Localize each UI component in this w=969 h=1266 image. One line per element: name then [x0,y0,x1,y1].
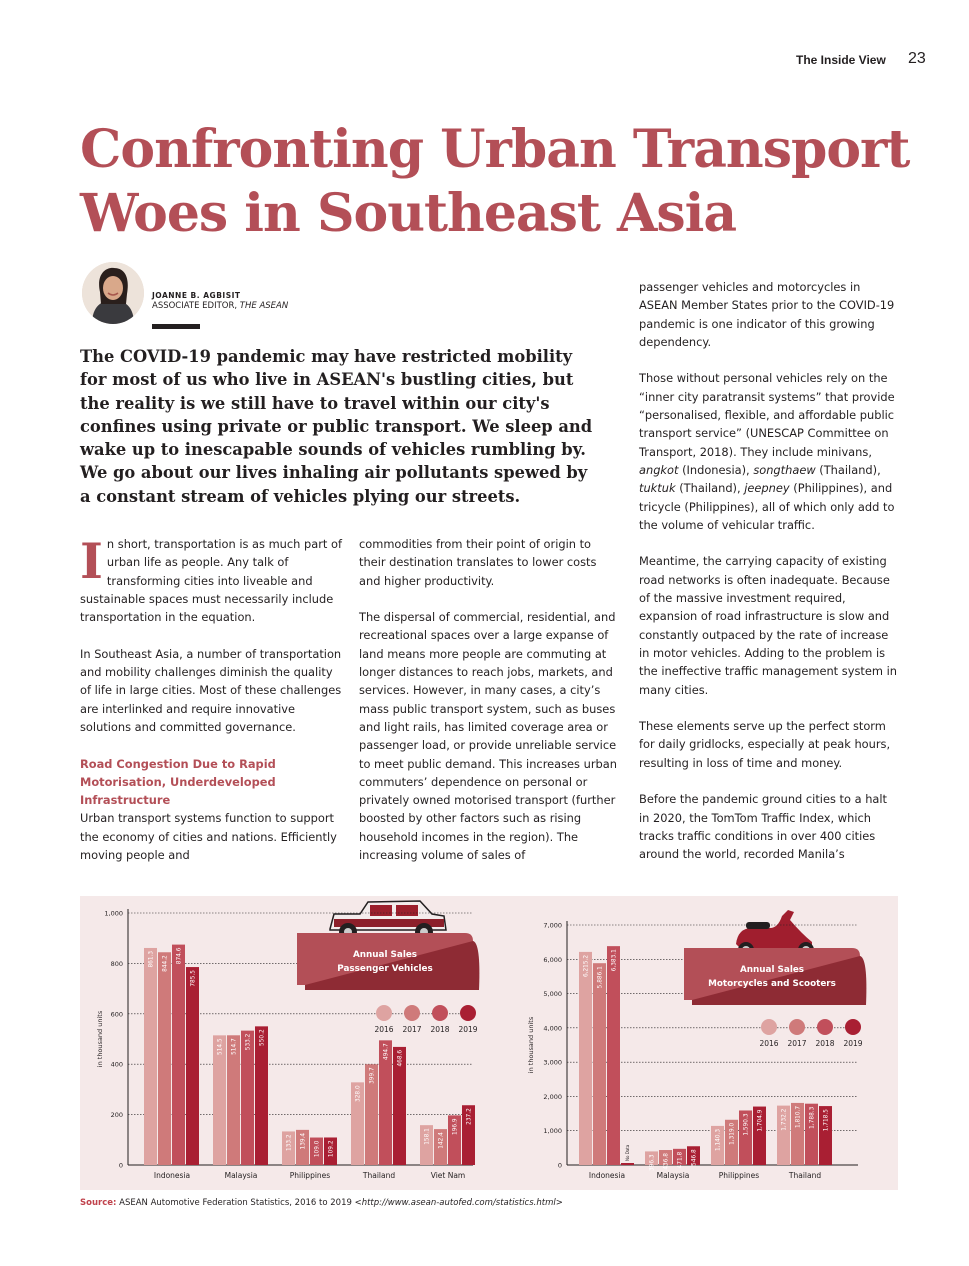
bar [621,1163,634,1165]
data-label: 1,704.9 [757,1109,764,1132]
legend-label: 2016 [374,1025,394,1034]
data-label: 514.7 [231,1038,238,1055]
y-tick-label: 400 [110,1060,123,1069]
y-tick-label: 7,000 [543,921,562,930]
data-label: 5,886.1 [597,966,604,989]
category-label: Indonesia [153,1171,191,1180]
author-divider [152,324,200,329]
body-column-1: In short, transportation is as much part of urban life as people. Any talk of transforming cities into liveable and sustainable spaces must necessarily include transportation in the equation. In Southeast Asia, a number of transportation and mobility challenges diminish the quality of life in large cities. Most of these challenges are interlinked and require innovative solutions and committed governance. Road Congestion Due to Rapid Motorisation, Underdeveloped Infrastructure Urban transport systems function to support the economy of cities and nations. Efficiently moving people and [80,532,342,863]
legend-label: 2016 [759,1039,779,1048]
category-label: Thailand [362,1171,396,1180]
category-label: Indonesia [588,1171,626,1180]
data-label: 196.9 [452,1118,459,1135]
data-label: 471.8 [677,1151,684,1169]
legend-swatch [376,1005,392,1021]
author-name: JOANNE B. AGBISIT [152,291,241,300]
data-label: 396.3 [649,1154,656,1172]
category-label: Thailand [788,1171,822,1180]
data-label: 874.6 [176,947,183,965]
y-tick-label: 1,000 [543,1127,562,1136]
data-label: 844.2 [162,955,169,972]
category-label: Viet Nam [430,1171,466,1180]
legend-swatch [460,1005,476,1021]
y-axis-label: in thousand units [527,1016,535,1074]
data-label: 133.2 [286,1134,293,1152]
y-tick-label: 3,000 [543,1058,562,1067]
data-label: 6,215.2 [583,954,590,978]
data-label: 550.2 [259,1029,266,1046]
lead-paragraph: The COVID-19 pandemic may have restricted mobility for most of us who live in ASEAN's bustling cities, but the reality is we still have to travel within our city's confines using private or public transport. We sleep and wake up to inescapable sounds of vehicles rumbling by. We go about our lives inhaling air pollutants spewed by a constant stream of vehicles plying our streets. [80,347,593,506]
data-label: 109.0 [314,1140,321,1158]
data-label: 468.6 [397,1049,404,1067]
data-label: No Data [625,1144,630,1161]
legend-swatch [817,1019,833,1035]
y-tick-label: 6,000 [543,955,562,964]
subheading: Road Congestion Due to Rapid Motorisation, Underdeveloped Infrastructure [80,756,276,808]
article-title: Confronting Urban Transport Woes in Southeast Asia [80,119,910,244]
bar [579,952,592,1165]
y-tick-label: 0 [118,1161,123,1170]
data-label: 1,319.0 [729,1122,736,1145]
category-label: Malaysia [224,1171,258,1180]
body-column-3: passenger vehicles and motorcycles in ASEAN Member States prior to the COVID-19 pandemic is one indicator of this growing dependency. Those without personal vehicles rely on the “inner city paratransit systems” that provide “personalised, flexible, and affordable public transport service” (UNESCAP Committee on Transport, 2018). They include minivans, angkot (Indonesia), songthaew (Thailand), tuktuk (Thailand), jeepney (Philippines), and tricycle (Philippines), all of which only add to the volume of vehicular traffic. Meantime, the carrying capacity of existing road networks is often inadequate. Because of the massive investment required, expansion of road infrastructure is slow and constantly outpaced by the rate of increase in motor vehicles. Adding to the problem is the ineffective traffic management system in many cities. These elements serve up the perfect storm for daily gridlocks, especially at peak hours, resulting in loss of time and money. Before the pandemic ground cities to a halt in 2020, the TomTom Traffic Index, which tracks traffic conditions in over 400 cities around the world, recorded Manila’s [639,280,897,862]
y-tick-label: 4,000 [543,1024,562,1033]
data-label: 494.7 [383,1043,390,1060]
data-label: 1,788.3 [809,1106,816,1129]
data-label: 142.4 [438,1132,445,1149]
data-label: 237.2 [466,1108,473,1125]
source-note: Source: ASEAN Automotive Federation Statistics, 2016 to 2019 <http://www.asean-autofed.com/statistics.html> [80,1198,563,1208]
data-label: 1,718.5 [823,1109,830,1132]
bar [172,945,185,1165]
bar [158,952,171,1165]
data-label: 785.5 [190,970,197,987]
page-number: 23 [908,50,926,67]
author-role: ASSOCIATE EDITOR, THE ASEAN [152,301,289,311]
legend-swatch [432,1005,448,1021]
bar [186,967,199,1165]
legend-swatch [789,1019,805,1035]
legend-label: 2017 [787,1039,807,1048]
legend-label: 2018 [430,1025,450,1034]
chart-subtitle: Motorcycles and Scooters [708,979,836,989]
data-label: 1,810.7 [795,1105,802,1129]
bar [144,948,157,1165]
data-label: 514.5 [217,1038,224,1055]
data-label: 1,140.3 [715,1128,722,1152]
y-tick-label: 200 [110,1111,123,1120]
chart-panel [80,896,898,1190]
legend-swatch [845,1019,861,1035]
y-tick-label: 2,000 [543,1092,562,1101]
chart-subtitle: Passenger Vehicles [337,964,433,974]
chart-title: Annual Sales [352,950,418,960]
legend-swatch [404,1005,420,1021]
category-label: Philippines [289,1171,331,1180]
data-label: 533.2 [245,1033,252,1051]
y-axis-label: in thousand units [96,1010,104,1068]
bar [593,963,606,1165]
body-column-2: commodities from their point of origin to their destination translates to lower costs and higher productivity. The dispersal of commercial, residential, and recreational spaces over a large expanse of land means more people are commuting at longer distances to reach jobs, markets, and services. However, in many cases, a city’s mass public transport system, such as buses and light rails, has limited coverage area or passenger load, or provide unreliable service to meet public demand. This increases urban commuters’ dependence on personal or privately owned motorised transport (further boosted by other factors such as rising household incomes in the region). The increasing volume of sales of [359,537,617,863]
legend-label: 2018 [815,1039,835,1048]
data-label: 328.0 [355,1085,362,1102]
section-title: The Inside View [796,53,886,67]
y-tick-label: 600 [110,1010,123,1019]
data-label: 1,732.2 [781,1108,788,1131]
legend-label: 2019 [458,1025,478,1034]
data-label: 158.1 [424,1128,431,1145]
bar [255,1026,268,1165]
legend-swatch [761,1019,777,1035]
chart-title: Annual Sales [739,965,805,975]
data-label: 6,383.1 [611,949,618,972]
y-tick-label: 5,000 [543,990,562,999]
data-label: 1,590.3 [743,1113,750,1136]
legend-label: 2017 [402,1025,422,1034]
legend-label: 2019 [843,1039,863,1048]
category-label: Philippines [718,1171,760,1180]
y-tick-label: 800 [110,959,123,968]
data-label: 109.2 [328,1140,335,1158]
data-label: 139.4 [300,1132,307,1150]
y-tick-label: 0 [557,1161,562,1170]
drop-cap: I [80,532,103,590]
data-label: 861.3 [148,950,155,968]
data-label: 399.7 [369,1067,376,1084]
y-tick-label: 1,000 [104,909,123,918]
bar [607,946,620,1165]
author-photo [82,262,144,324]
sales-charts [80,896,898,1190]
data-label: 436.8 [663,1153,670,1170]
category-label: Malaysia [656,1171,690,1180]
data-label: 546.8 [691,1149,698,1166]
